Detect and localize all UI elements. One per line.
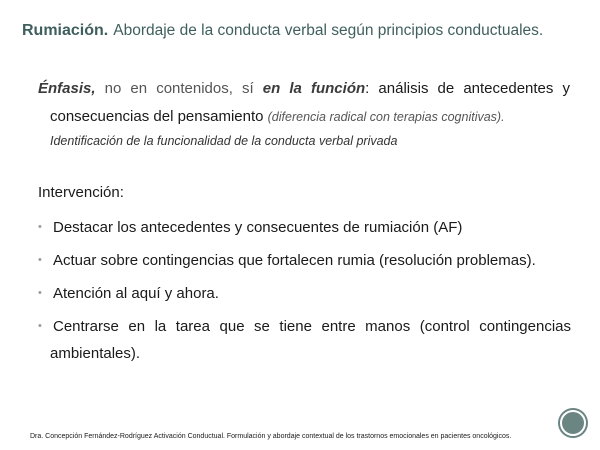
list-item-text: Destacar los antecedentes y consecuentes de rumiación (AF) [53,219,463,236]
list-item [38,214,571,241]
list-item [38,247,571,274]
bullet-icon: • [38,221,42,233]
emphasis-line-2 [38,103,570,131]
emphasis-line-2-text: consecuencias del pensamiento [50,108,268,125]
bullet-icon: • [38,320,42,332]
footer-citation: Dra. Concepción Fernández-Rodríguez Activación Conductual. Formulación y abordaje contextual de los trastornos emocionales en pacientes oncológicos. [30,433,512,440]
emphasis-text-2: : análisis de antecedentes y [365,80,570,97]
emphasis-line-1 [38,75,570,103]
list-item-text-continued: ambientales). [50,345,141,362]
bullet-icon: • [38,287,42,299]
list-item-text: Centrarse en la tarea que se tiene entre manos (control contingencias [53,318,571,335]
emphasis-identification: Identificación de la funcionalidad de la conducta verbal privada [50,134,398,148]
nav-circle-icon[interactable] [560,410,586,436]
bullet-icon: • [38,254,42,266]
emphasis-function: en la función [262,80,366,97]
title-strong: Rumiación. [22,22,109,39]
list-item-text: Atención al aquí y ahora. [53,285,219,302]
emphasis-paragraph [38,75,570,151]
list-item [38,280,571,307]
title-rest: Abordaje de la conducta verbal según principios conductuales. [113,22,544,39]
list-item [38,313,571,367]
intervention-list [38,214,571,373]
list-item-text: Actuar sobre contingencias que fortalecen rumia (resolución problemas). [53,252,536,269]
emphasis-note: (diferencia radical con terapias cognitivas). [267,110,505,124]
intervention-heading: Intervención: [38,184,124,201]
emphasis-text-1: no en contenidos, sí [95,80,263,97]
emphasis-label: Énfasis, [38,80,96,97]
slide-title [22,22,543,40]
